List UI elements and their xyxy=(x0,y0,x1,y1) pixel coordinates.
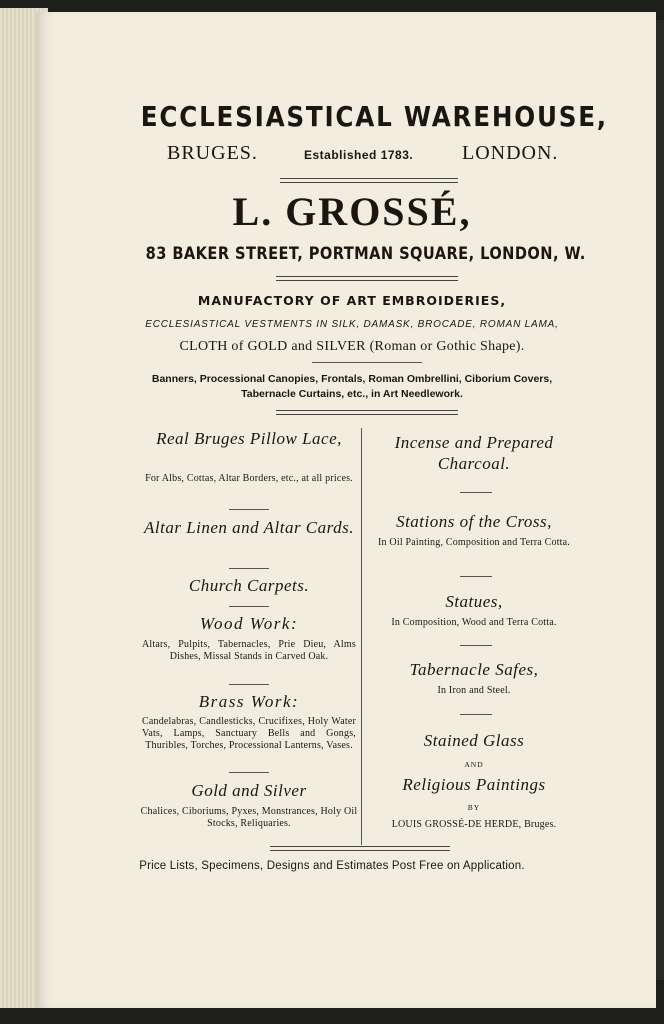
page-title: ECCLESIASTICAL WAREHOUSE, xyxy=(140,100,608,133)
divider xyxy=(312,362,422,363)
and-word: AND xyxy=(464,760,484,769)
city-london: LONDON. xyxy=(462,142,559,164)
firm-address: 83 BAKER STREET, PORTMAN SQUARE, LONDON, W. xyxy=(145,244,586,264)
item-heading: Gold and Silver xyxy=(191,781,307,800)
divider xyxy=(460,714,492,715)
item-heading: Stations of the Cross, xyxy=(396,512,552,531)
item-heading: Religious Paintings xyxy=(402,775,546,794)
item-detail: Candelabras, Candlesticks, Crucifixes, Holy Water Vats, Lamps, Sanctuary Bells and Gongs, Thuribles, Torches, Processional Lanterns, Vases. xyxy=(142,716,356,751)
item-detail: In Iron and Steel. xyxy=(437,685,511,696)
item-detail: Altars, Pulpits, Tabernacles, Prie Dieu, Alms Dishes, Missal Stands in Carved Oak. xyxy=(142,639,356,662)
divider xyxy=(460,576,492,577)
city-bruges: BRUGES. xyxy=(167,142,258,164)
divider xyxy=(270,846,450,851)
item-detail: In Oil Painting, Composition and Terra Cotta. xyxy=(378,537,570,548)
firm-name: L. GROSSÉ, xyxy=(232,189,472,234)
book-spine-shadow xyxy=(656,20,664,980)
banners-line: Tabernacle Curtains, etc., in Art Needlework. xyxy=(241,388,463,400)
divider xyxy=(280,178,458,183)
item-detail: In Composition, Wood and Terra Cotta. xyxy=(391,617,557,628)
item-heading: Altar Linen and Altar Cards. xyxy=(144,518,354,537)
column-divider xyxy=(361,428,362,845)
item-heading: Tabernacle Safes, xyxy=(409,660,539,679)
divider xyxy=(276,276,458,281)
item-heading: Brass Work: xyxy=(198,692,300,711)
footer-note: Price Lists, Specimens, Designs and Estimates Post Free on Application. xyxy=(139,860,525,872)
divider xyxy=(229,684,269,685)
divider xyxy=(276,410,458,415)
divider xyxy=(229,606,269,607)
divider xyxy=(460,492,492,493)
item-heading: Wood Work: xyxy=(199,614,299,633)
banners-line: Banners, Processional Canopies, Frontals, Roman Ombrellini, Ciborium Covers, xyxy=(151,373,553,385)
cloth-line: CLOTH of GOLD and SILVER (Roman or Gothic Shape). xyxy=(179,339,525,354)
divider xyxy=(229,568,269,569)
item-heading: Real Bruges Pillow Lace, xyxy=(156,429,342,448)
scan-border xyxy=(0,1008,664,1024)
city-line xyxy=(112,142,592,168)
manufactory-line: MANUFACTORY OF ART EMBROIDERIES, xyxy=(197,293,507,308)
divider xyxy=(229,509,269,510)
by-word: BY xyxy=(467,803,481,812)
item-detail: Chalices, Ciboriums, Pyxes, Monstrances, Holy Oil Stocks, Reliquaries. xyxy=(140,806,358,829)
established-date: Established 1783. xyxy=(304,148,414,162)
item-detail: For Albs, Cottas, Altar Borders, etc., at all prices. xyxy=(145,473,353,484)
divider xyxy=(460,645,492,646)
item-detail: LOUIS GROSSÉ-DE HERDE, Bruges. xyxy=(391,819,557,830)
vestments-line: ECCLESIASTICAL VESTMENTS IN SILK, DAMASK, BROCADE, ROMAN LAMA, xyxy=(145,319,559,330)
item-heading: Statues, xyxy=(445,592,503,611)
item-heading: Incense and Prepared Charcoal. xyxy=(394,433,554,473)
divider xyxy=(229,772,269,773)
item-heading: Stained Glass xyxy=(423,731,525,750)
banners-text xyxy=(112,372,592,402)
item-heading: Church Carpets. xyxy=(188,576,310,595)
